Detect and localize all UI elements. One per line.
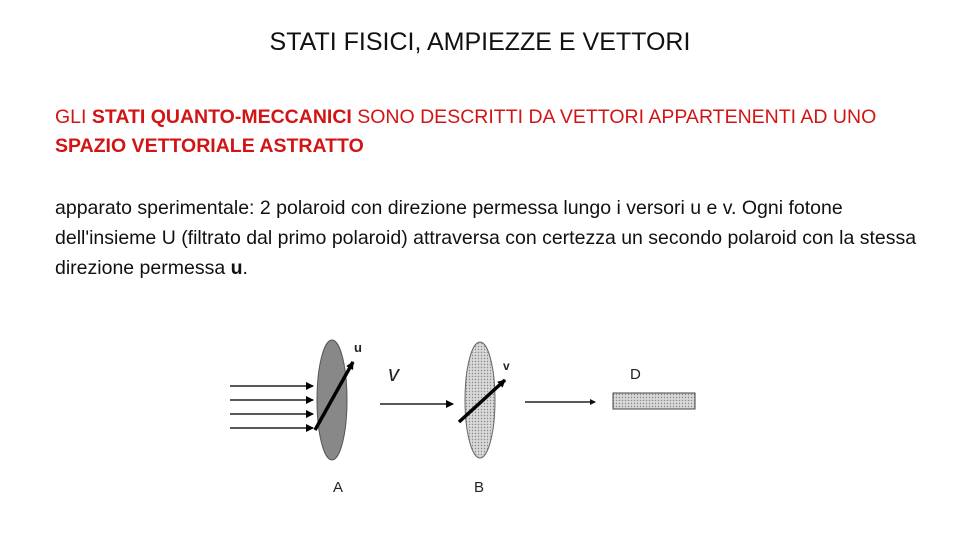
apparatus-period: .: [242, 257, 248, 279]
statement-paragraph: [55, 103, 915, 161]
incoming-beams: [230, 386, 313, 428]
apparatus-text: apparato sperimentale: 2 polaroid con direzione permessa lungo i versori u e v. Ogni fotone dell'insieme U (filtrato dal primo polaroid) attraversa con certezza un secondo polaroid con la stessa direzione permessa: [55, 197, 917, 279]
statement-text-2: SONO DESCRITTI DA VETTORI APPARTENENTI AD UNO: [351, 106, 877, 128]
apparatus-paragraph: [55, 193, 935, 283]
polaroid-b: [465, 342, 495, 458]
label-polaroid-b: B: [474, 479, 485, 496]
detector: [613, 393, 695, 409]
statement-emphasis-space: SPAZIO VETTORIALE ASTRATTO: [55, 135, 364, 157]
polaroid-diagram: [225, 330, 705, 500]
slide-title: STATI FISICI, AMPIEZZE E VETTORI: [269, 28, 691, 56]
statement-text-1: GLI: [55, 106, 92, 128]
statement-emphasis-states: STATI QUANTO-MECCANICI: [91, 106, 352, 128]
label-u: u: [354, 340, 362, 355]
polaroid-diagram-svg: [225, 330, 705, 500]
label-polaroid-a: A: [333, 479, 344, 496]
label-v-script: v: [388, 361, 399, 386]
label-detector: D: [630, 366, 641, 383]
apparatus-bold-u: u: [230, 257, 243, 279]
label-v-vector: v: [503, 359, 510, 373]
